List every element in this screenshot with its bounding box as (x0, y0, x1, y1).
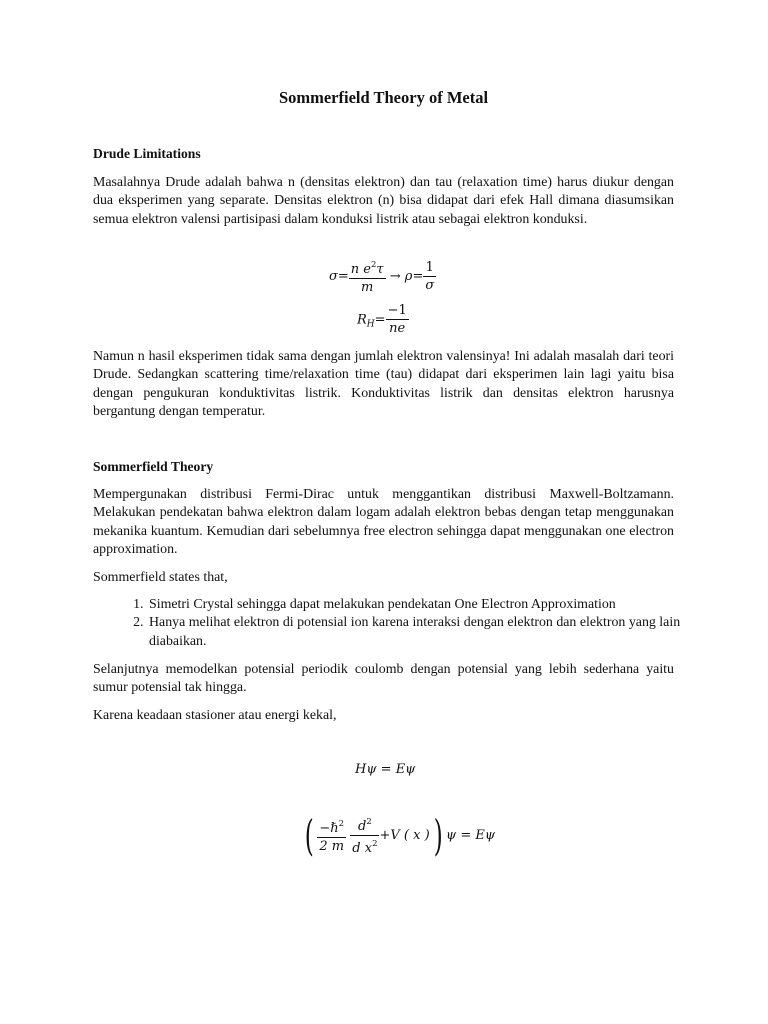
paragraph-drude-problem: Masalahnya Drude adalah bahwa n (densitas elektron) dan tau (relaxation time) harus diukur dengan dua eksperimen yang separate. Densitas elektron (n) bisa didapat dari efek Hall dimana diasumsikan semua elektron valensi partisipasi dalam konduksi listrik atau sebagai elektron konduksi. (93, 175, 674, 227)
list-item: 1. Simetri Crystal sehingga dapat melakukan pendekatan One Electron Approximation (147, 596, 728, 614)
paragraph-potential-model: Selanjutnya memodelkan potensial periodik coulomb dengan potensial yang lebih sederhana yaitu sumur potensial tak hingga. (93, 662, 674, 696)
eq-minus-one: −1 (387, 303, 407, 318)
equation-schrodinger-full (301, 810, 496, 860)
eq-minus-hbar: −ℏ (319, 821, 339, 836)
eq-rh-sub: H (366, 319, 375, 330)
eq-fraction-resistivity (423, 260, 436, 294)
eq-fraction-conductivity (349, 257, 386, 296)
eq-plus-v: +V ( x ) (379, 828, 430, 843)
paragraph-drude-issue: Namun n hasil eksperimen tidak sama dengan jumlah elektron valensinya! Ini adalah masalah dari teori Drude. Sedangkan scattering time/relaxation time (tau) didapat dari eksperimen lain lagi yaitu bisa dengan pengukuran konduktivitas listrik. Konduktivitas listrik dan densitas elektron harusnya bergantung dengan temperatur. (93, 349, 674, 420)
eq-equals-3: = (374, 312, 386, 328)
page-title: Sommerfield Theory of Metal (278, 88, 489, 107)
eq-arrow: → (389, 269, 401, 284)
eq-sigma: σ (329, 269, 338, 284)
list-item: 2. Hanya melihat elektron di potensial ion karena interaksi dengan elektron dan elektron yang lain diabaikan. (147, 614, 728, 651)
eq-rh: R (357, 312, 367, 328)
eq-equals-2: = (412, 269, 424, 284)
eq-tau: τ (376, 262, 384, 277)
eq-dx: d x (352, 841, 373, 856)
equation-schrodinger-short: Hψ = Eψ (355, 762, 416, 777)
eq-equals: = (337, 269, 349, 284)
eq-exponent: 2 (370, 260, 377, 270)
eq-rhs: ψ = Eψ (446, 828, 496, 843)
eq-fraction-derivative (350, 814, 379, 857)
equation-hall-coefficient (357, 303, 409, 337)
paragraph-states-that: Sommerfield states that, (93, 570, 228, 585)
eq-denominator: m (361, 280, 374, 295)
eq-two-m: 2 m (319, 839, 345, 854)
eq-d-exp: 2 (366, 817, 372, 827)
eq-d: d (358, 819, 367, 834)
eq-fraction-hall (386, 303, 409, 337)
eq-hbar-exp: 2 (338, 819, 345, 829)
eq-sigma-denominator: σ (425, 277, 435, 293)
eq-close-paren: ) (433, 810, 443, 860)
eq-numerator: n e (350, 262, 371, 277)
eq-dx-exp: 2 (372, 839, 378, 849)
eq-open-paren: ( (304, 810, 314, 860)
section-heading-sommerfield: Sommerfield Theory (93, 459, 214, 474)
paragraph-stationary: Karena keadaan stasioner atau energi kekal, (93, 708, 337, 723)
equation-conductivity (329, 257, 436, 296)
section-heading-drude: Drude Limitations (93, 146, 201, 161)
paragraph-fermi-dirac: Mempergunakan distribusi Fermi-Dirac untuk menggantikan distribusi Maxwell-Boltzamann. Melakukan pendekatan bahwa elektron dalam logam adalah elektron bebas dengan tetap menggunakan mekanika kuantum. Kemudian dari sebelumnya free electron sehingga dapat menggunakan one electron approximation. (93, 487, 674, 558)
eq-fraction-hbar (317, 816, 346, 855)
eq-ne: ne (389, 321, 406, 336)
sommerfield-list (93, 596, 728, 651)
eq-one: 1 (423, 260, 436, 277)
eq-rho: ρ (404, 269, 413, 284)
